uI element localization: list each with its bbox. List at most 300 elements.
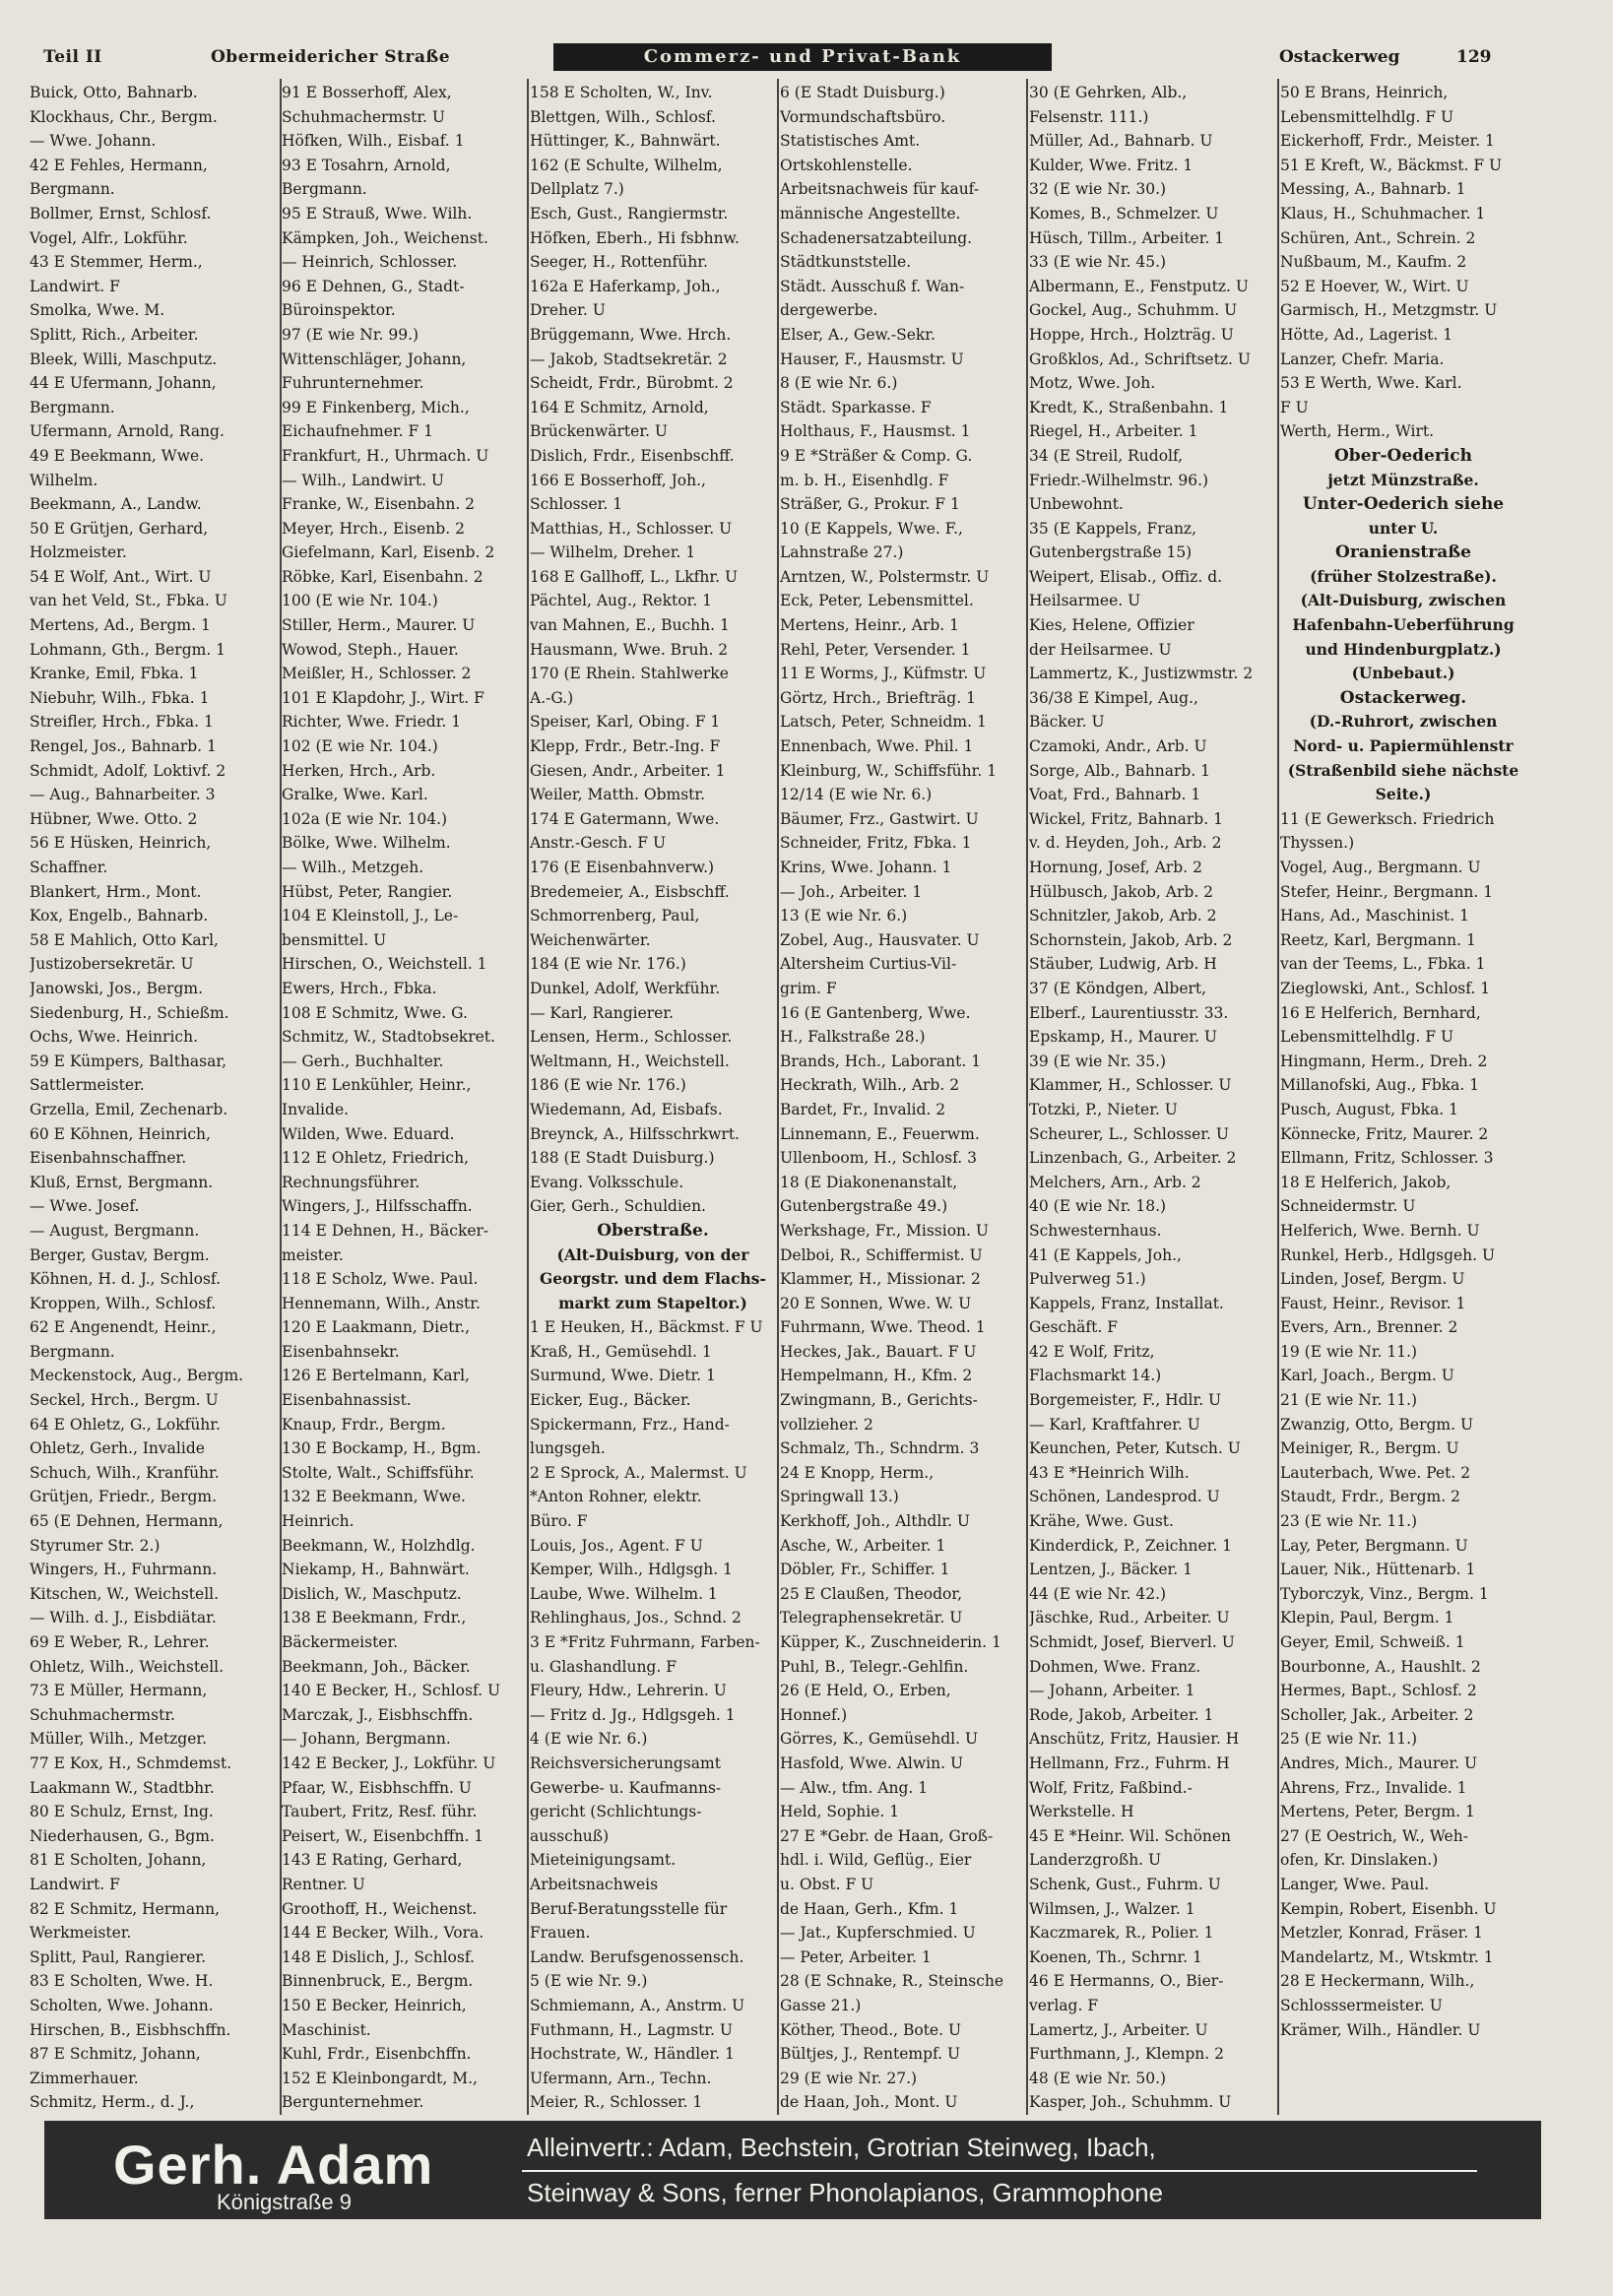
directory-entry-line: Ellmann, Fritz, Schlosser. 3 xyxy=(1280,1149,1494,1168)
directory-entry-line: 176 (E Eisenbahnverw.) xyxy=(530,859,715,876)
directory-entry-line: Höfken, Eberh., Hi fsbhnw. xyxy=(530,228,740,247)
directory-entry-line: Taubert, Fritz, Resf. führ. xyxy=(282,1803,478,1821)
directory-entry-line: 32 (E wie Nr. 30.) xyxy=(1029,180,1167,199)
directory-entry-line: Holzmeister. xyxy=(30,543,127,562)
directory-entry-line: Janowski, Jos., Bergm. xyxy=(30,979,203,997)
directory-entry-line: 101 E Klapdohr, J., Wirt. F xyxy=(282,688,484,707)
directory-entry-line: v. d. Heyden, Joh., Arb. 2 xyxy=(1029,834,1222,853)
directory-entry-line: Geyer, Emil, Schweiß. 1 xyxy=(1280,1633,1465,1651)
directory-entry-line: Wiedemann, Ad, Eisbafs. xyxy=(530,1100,723,1118)
directory-entry-line: 112 E Ohletz, Friedrich, xyxy=(282,1149,469,1168)
directory-entry-line: Runkel, Herb., Hdlgsgeh. U xyxy=(1280,1245,1496,1264)
directory-entry-line: Nord- u. Papiermühlenstr xyxy=(1293,736,1514,756)
directory-entry-line: Gasse 21.) xyxy=(780,1996,862,2014)
directory-entry-line: Mieteinigungsamt. xyxy=(530,1851,677,1870)
directory-entry-line: (Alt-Duisburg, von der xyxy=(556,1244,749,1264)
directory-entry-line: Dohmen, Wwe. Franz. xyxy=(1029,1657,1201,1676)
directory-entry-line: Justizobersekretär. U xyxy=(30,955,194,974)
directory-entry-line: 87 E Schmitz, Johann, xyxy=(30,2045,201,2064)
directory-column-3 xyxy=(530,81,776,2114)
directory-entry-line: — Wilh., Metzgeh. xyxy=(282,859,424,876)
directory-entry-line: 140 E Becker, H., Schlosf. U xyxy=(282,1682,501,1700)
directory-entry-line: Frankfurt, H., Uhrmach. U xyxy=(282,446,489,465)
directory-entry-line: Hoppe, Hrch., Holzträg. U xyxy=(1029,325,1234,344)
directory-entry-line: Niebuhr, Wilh., Fbka. 1 xyxy=(30,688,210,707)
directory-entry-line: Hirschen, B., Eisbhschffn. xyxy=(30,2020,231,2039)
directory-entry-line: Schlosssermeister. U xyxy=(1280,1996,1443,2014)
directory-entry-line: Motz, Wwe. Joh. xyxy=(1029,374,1156,393)
directory-entry-line: *Anton Rohner, elektr. xyxy=(530,1488,702,1506)
directory-entry-line: 48 (E wie Nr. 50.) xyxy=(1029,2069,1167,2087)
directory-entry-line: 43 E *Heinrich Wilh. xyxy=(1029,1463,1190,1482)
directory-entry-line: 162a E Haferkamp, Joh., xyxy=(530,277,721,295)
directory-entry-line: Wittenschläger, Johann, xyxy=(282,350,467,368)
directory-entry-line: Anschütz, Fritz, Hausier. H xyxy=(1029,1730,1240,1749)
directory-entry-line: Laakmann W., Stadtbhr. xyxy=(30,1778,215,1797)
directory-entry-line: Blankert, Hrm., Mont. xyxy=(30,882,202,901)
directory-entry-line: Ufermann, Arn., Techn. xyxy=(530,2069,712,2087)
directory-entry-line: Metzler, Konrad, Fräser. 1 xyxy=(1280,1924,1483,1943)
directory-entry-line: Niekamp, H., Bahnwärt. xyxy=(282,1561,470,1579)
directory-entry-line: Oranienstraße xyxy=(1335,542,1471,563)
directory-entry-line: Wilhelm. xyxy=(30,471,98,489)
ad-divider xyxy=(522,2170,1477,2172)
directory-entry-line: 1 E Heuken, H., Bäckmst. F U xyxy=(530,1318,763,1337)
directory-entry-line: Streifler, Hrch., Fbka. 1 xyxy=(30,713,214,732)
directory-entry-line: 5 (E wie Nr. 9.) xyxy=(530,1972,648,1991)
directory-entry-line: Landwirt. F xyxy=(30,277,120,295)
directory-entry-line: 16 E Helferich, Bernhard, xyxy=(1280,1003,1481,1022)
directory-entry-line: Marczak, J., Eisbhschffn. xyxy=(282,1705,474,1724)
directory-entry-line: 27 E *Gebr. de Haan, Groß- xyxy=(780,1826,994,1845)
directory-entry-line: Kranke, Emil, Fbka. 1 xyxy=(30,665,199,683)
directory-entry-line: Surmund, Wwe. Dietr. 1 xyxy=(530,1367,716,1385)
directory-entry-line: Klaus, H., Schuhmacher. 1 xyxy=(1280,204,1486,223)
directory-entry-line: Delboi, R., Schiffermist. U xyxy=(780,1245,983,1264)
directory-entry-line: — Fritz d. Jg., Hdlgsgeh. 1 xyxy=(530,1705,736,1724)
directory-entry-line: Lebensmittelhdlg. F U xyxy=(1280,107,1454,126)
directory-entry-line: Städt. Sparkasse. F xyxy=(780,398,932,416)
directory-entry-line: Georgstr. und dem Flachs- xyxy=(540,1269,766,1289)
directory-entry-line: Tyborczyk, Vinz., Bergm. 1 xyxy=(1280,1584,1489,1603)
directory-entry-line: Hausmann, Wwe. Bruh. 2 xyxy=(530,640,729,659)
directory-entry-line: — Heinrich, Schlosser. xyxy=(282,253,458,272)
directory-entry-line: Schnitzler, Jakob, Arb. 2 xyxy=(1029,907,1217,925)
directory-entry-line: 150 E Becker, Heinrich, xyxy=(282,1996,467,2014)
page-header xyxy=(43,43,1492,77)
directory-entry-line: Futhmann, H., Lagmstr. U xyxy=(530,2020,733,2039)
directory-entry-line: der Heilsarmee. U xyxy=(1029,640,1172,659)
directory-entry-line: m. b. H., Eisenhdlg. F xyxy=(780,471,949,489)
directory-entry-line: 95 E Strauß, Wwe. Wilh. xyxy=(282,204,473,223)
directory-entry-line: Mertens, Ad., Bergm. 1 xyxy=(30,616,211,635)
directory-entry-line: Reichsversicherungsamt xyxy=(530,1754,721,1772)
directory-entry-line: Unter-Oederich siehe xyxy=(1302,494,1505,515)
directory-entry-line: Schornstein, Jakob, Arb. 2 xyxy=(1029,930,1233,949)
directory-entry-line: 144 E Becker, Wilh., Vora. xyxy=(282,1924,484,1943)
directory-entry-line: 97 (E wie Nr. 99.) xyxy=(282,325,419,344)
directory-entry-line: Görtz, Hrch., Briefträg. 1 xyxy=(780,688,976,707)
directory-entry-line: 4 (E wie Nr. 6.) xyxy=(530,1730,648,1749)
directory-entry-line: 24 E Knopp, Herm., xyxy=(780,1463,935,1482)
directory-entry-line: Schüren, Ant., Schrein. 2 xyxy=(1280,228,1476,247)
directory-entry-line: meister. xyxy=(282,1245,344,1264)
directory-entry-line: Springwall 13.) xyxy=(780,1488,899,1506)
directory-entry-line: 132 E Beekmann, Wwe. xyxy=(282,1488,466,1506)
directory-entry-line: Laube, Wwe. Wilhelm. 1 xyxy=(530,1584,718,1603)
directory-entry-line: Lay, Peter, Bergmann. U xyxy=(1280,1536,1468,1555)
directory-entry-line: Scholten, Wwe. Johann. xyxy=(30,1996,214,2014)
directory-entry-line: Zwingmann, B., Gerichts- xyxy=(780,1391,978,1410)
directory-entry-line: 33 (E wie Nr. 45.) xyxy=(1029,253,1167,272)
directory-entry-line: Smolka, Wwe. M. xyxy=(30,301,165,320)
directory-entry-line: Schlosser. 1 xyxy=(530,495,623,514)
directory-entry-line: Invalide. xyxy=(282,1100,350,1118)
directory-entry-line: Schneider, Fritz, Fbka. 1 xyxy=(780,834,972,853)
directory-entry-line: Latsch, Peter, Schneidm. 1 xyxy=(780,713,987,732)
directory-entry-line: 186 (E wie Nr. 176.) xyxy=(530,1076,686,1095)
directory-entry-line: Rehlinghaus, Jos., Schnd. 2 xyxy=(530,1609,742,1627)
directory-entry-line: Lauer, Nik., Hüttenarb. 1 xyxy=(1280,1561,1476,1579)
directory-entry-line: Küpper, K., Zuschneiderin. 1 xyxy=(780,1633,1001,1651)
directory-entry-line: 19 (E wie Nr. 11.) xyxy=(1280,1342,1418,1361)
directory-entry-line: 36/38 E Kimpel, Aug., xyxy=(1029,688,1198,707)
directory-entry-line: 77 E Kox, H., Schmdemst. xyxy=(30,1754,232,1772)
directory-entry-line: 12/14 (E wie Nr. 6.) xyxy=(780,786,933,804)
directory-entry-line: Hübst, Peter, Rangier. xyxy=(282,882,453,901)
column-divider xyxy=(777,79,779,2115)
directory-entry-line: Meißler, H., Schlosser. 2 xyxy=(282,665,472,683)
directory-entry-line: Könnecke, Fritz, Maurer. 2 xyxy=(1280,1124,1489,1143)
directory-entry-line: 29 (E wie Nr. 27.) xyxy=(780,2069,918,2087)
directory-entry-line: Städtkunststelle. xyxy=(780,253,912,272)
directory-entry-line: Hochstrate, W., Händler. 1 xyxy=(530,2045,735,2064)
directory-entry-line: — Wilh. d. J., Eisbdiätar. xyxy=(30,1609,217,1627)
directory-entry-line: 16 (E Gantenberg, Wwe. xyxy=(780,1003,971,1022)
directory-entry-line: Vogel, Aug., Bergmann. U xyxy=(1280,859,1481,876)
directory-entry-line: Bäumer, Frz., Gastwirt. U xyxy=(780,809,979,828)
directory-entry-line: Berger, Gustav, Bergm. xyxy=(30,1245,210,1264)
directory-entry-line: Brüggemann, Wwe. Hrch. xyxy=(530,325,732,344)
directory-entry-line: Peisert, W., Eisenbchffn. 1 xyxy=(282,1826,484,1845)
ad-line-2: Steinway & Sons, ferner Phonolapianos, Grammophone xyxy=(527,2178,1164,2207)
directory-entry-line: Voat, Frd., Bahnarb. 1 xyxy=(1029,786,1201,804)
directory-entry-line: 91 E Bosserhoff, Alex, xyxy=(282,84,452,101)
directory-entry-line: Ennenbach, Wwe. Phil. 1 xyxy=(780,737,974,756)
directory-entry-line: 54 E Wolf, Ant., Wirt. U xyxy=(30,567,212,586)
advertiser-name: Gerh. Adam xyxy=(113,2134,434,2196)
directory-entry-line: Rengel, Jos., Bahnarb. 1 xyxy=(30,737,217,756)
directory-entry-line: Wingers, H., Fuhrmann. xyxy=(30,1561,218,1579)
directory-entry-line: 20 E Sonnen, Wwe. W. U xyxy=(780,1294,972,1312)
directory-entry-line: Schmalz, Th., Schndrm. 3 xyxy=(780,1439,980,1458)
directory-entry-line: Zieglowski, Ant., Schlosf. 1 xyxy=(1280,979,1491,997)
directory-entry-line: Rentner. U xyxy=(282,1875,365,1893)
directory-entry-line: (Unbebaut.) xyxy=(1351,664,1455,683)
directory-entry-line: Ostackerweg. xyxy=(1339,687,1467,708)
directory-entry-line: Arbeitsnachweis für kauf- xyxy=(780,180,980,199)
directory-entry-line: 6 (E Stadt Duisburg.) xyxy=(780,84,945,101)
directory-entry-line: Bültjes, J., Rentempf. U xyxy=(780,2045,961,2064)
directory-entry-line: Kämpken, Joh., Weichenst. xyxy=(282,228,488,247)
directory-entry-line: Lahnstraße 27.) xyxy=(780,543,904,562)
directory-entry-line: Seeger, H., Rottenführ. xyxy=(530,253,708,272)
directory-entry-line: Weichenwärter. xyxy=(530,930,651,949)
directory-entry-line: Wilden, Wwe. Eduard. xyxy=(282,1124,455,1143)
directory-entry-line: Eck, Peter, Lebensmittel. xyxy=(780,592,974,610)
directory-entry-line: Sorge, Alb., Bahnarb. 1 xyxy=(1029,761,1211,780)
directory-entry-line: Städt. Ausschuß f. Wan- xyxy=(780,277,965,295)
directory-entry-line: dergewerbe. xyxy=(780,301,878,320)
directory-entry-line: Komes, B., Schmelzer. U xyxy=(1029,204,1219,223)
directory-entry-line: 51 E Kreft, W., Bäckmst. F U xyxy=(1280,156,1503,174)
directory-entry-line: Beekmann, W., Holzhdlg. xyxy=(282,1536,476,1555)
directory-entry-line: Klammer, H., Schlosser. U xyxy=(1029,1076,1232,1095)
directory-entry-line: Zwanzig, Otto, Bergm. U xyxy=(1280,1415,1474,1434)
directory-entry-line: Hirschen, O., Weichstell. 1 xyxy=(282,955,487,974)
directory-entry-line: — August, Bergmann. xyxy=(30,1221,200,1240)
directory-entry-line: Brands, Hch., Laborant. 1 xyxy=(780,1052,982,1070)
directory-entry-line: Lentzen, J., Bäcker. 1 xyxy=(1029,1561,1193,1579)
directory-entry-line: Heckrath, Wilh., Arb. 2 xyxy=(780,1076,960,1095)
directory-entry-line: 44 (E wie Nr. 42.) xyxy=(1029,1584,1167,1603)
directory-entry-line: Felsenstr. 111.) xyxy=(1029,107,1149,126)
directory-entry-line: Schaffner. xyxy=(30,859,108,876)
directory-entry-line: 56 E Hüsken, Heinrich, xyxy=(30,834,212,853)
directory-entry-line: (früher Stolzestraße). xyxy=(1310,566,1497,586)
directory-entry-line: gericht (Schlichtungs- xyxy=(530,1803,702,1821)
directory-entry-line: Wingers, J., Hilfsschaffn. xyxy=(282,1197,473,1216)
directory-entry-line: Epskamp, H., Maurer. U xyxy=(1029,1028,1217,1047)
directory-entry-line: Bredemeier, A., Eisbschff. xyxy=(530,882,730,901)
directory-entry-line: 46 E Hermanns, O., Bier- xyxy=(1029,1972,1224,1991)
directory-entry-line: Rehl, Peter, Versender. 1 xyxy=(780,640,971,659)
directory-entry-line: Eickerhoff, Frdr., Meister. 1 xyxy=(1280,132,1495,151)
directory-entry-line: 73 E Müller, Hermann, xyxy=(30,1682,208,1700)
directory-entry-line: Gutenbergstraße 15) xyxy=(1029,543,1193,562)
directory-entry-line: Garmisch, H., Metzgmstr. U xyxy=(1280,301,1498,320)
directory-entry-line: Eisenbahnschaffner. xyxy=(30,1149,187,1168)
directory-entry-line: Dunkel, Adolf, Werkführ. xyxy=(530,979,721,997)
directory-entry-line: 93 E Tosahrn, Arnold, xyxy=(282,156,451,174)
directory-entry-line: Kredt, K., Straßenbahn. 1 xyxy=(1029,398,1229,416)
directory-entry-line: Kinderdick, P., Zeichner. 1 xyxy=(1029,1536,1233,1555)
directory-entry-line: Styrumer Str. 2.) xyxy=(30,1536,161,1555)
directory-entry-line: 102 (E wie Nr. 104.) xyxy=(282,737,438,756)
directory-entry-line: Honnef.) xyxy=(780,1705,848,1724)
directory-entry-line: Ochs, Wwe. Heinrich. xyxy=(30,1028,198,1047)
directory-entry-line: bensmittel. U xyxy=(282,930,387,949)
directory-column-2 xyxy=(282,81,524,2114)
directory-entry-line: Großklos, Ad., Schriftsetz. U xyxy=(1029,350,1251,368)
directory-entry-line: Krähe, Wwe. Gust. xyxy=(1029,1512,1174,1531)
directory-entry-line: 25 E Claußen, Theodor, xyxy=(780,1584,963,1603)
directory-entry-line: 69 E Weber, R., Lehrer. xyxy=(30,1633,210,1651)
directory-entry-line: 21 (E wie Nr. 11.) xyxy=(1280,1391,1418,1410)
directory-entry-line: Bollmer, Ernst, Schlosf. xyxy=(30,204,212,223)
directory-entry-line: u. Obst. F U xyxy=(780,1875,874,1893)
directory-entry-line: 110 E Lenkühler, Heinr., xyxy=(282,1076,472,1095)
directory-entry-line: Grütjen, Friedr., Bergm. xyxy=(30,1488,218,1506)
directory-column-6 xyxy=(1280,81,1526,2114)
directory-entry-line: Geschäft. F xyxy=(1029,1318,1118,1337)
directory-entry-line: Gewerbe- u. Kaufmanns- xyxy=(530,1778,722,1797)
directory-entry-line: Schuhmachermstr. U xyxy=(282,107,445,126)
directory-entry-line: Thyssen.) xyxy=(1280,834,1355,853)
directory-entry-line: hdl. i. Wild, Geflüg., Eier xyxy=(780,1851,972,1870)
directory-entry-line: 44 E Ufermann, Johann, xyxy=(30,374,217,393)
directory-entry-line: — Joh., Arbeiter. 1 xyxy=(780,882,923,901)
directory-entry-line: Vormundschaftsbüro. xyxy=(780,107,946,126)
directory-entry-line: Krins, Wwe. Johann. 1 xyxy=(780,859,952,876)
directory-entry-line: 23 (E wie Nr. 11.) xyxy=(1280,1512,1418,1531)
directory-entry-line: A.-G.) xyxy=(530,688,574,707)
directory-entry-line: Hüttinger, K., Bahnwärt. xyxy=(530,132,721,151)
directory-entry-line: 184 (E wie Nr. 176.) xyxy=(530,955,686,974)
directory-entry-line: 100 (E wie Nr. 104.) xyxy=(282,592,438,610)
directory-entry-line: Klepp, Frdr., Betr.-Ing. F xyxy=(530,737,721,756)
directory-entry-line: Wolf, Fritz, Faßbind.- xyxy=(1029,1778,1193,1797)
directory-entry-line: 120 E Laakmann, Dietr., xyxy=(282,1318,471,1337)
directory-entry-line: Köhnen, H. d. J., Schlosf. xyxy=(30,1270,222,1289)
directory-entry-line: Arntzen, W., Polstermstr. U xyxy=(780,567,990,586)
directory-entry-line: Mandelartz, M., Wtskmtr. 1 xyxy=(1280,1947,1494,1966)
directory-entry-line: Schmiemann, A., Anstrm. U xyxy=(530,1996,745,2014)
directory-entry-line: Speiser, Karl, Obing. F 1 xyxy=(530,713,721,732)
directory-entry-line: Jäschke, Rud., Arbeiter. U xyxy=(1029,1609,1230,1627)
directory-entry-line: Werth, Herm., Wirt. xyxy=(1280,422,1435,441)
directory-entry-line: 82 E Schmitz, Hermann, xyxy=(30,1899,221,1918)
directory-entry-line: Breynck, A., Hilfsschrkwrt. xyxy=(530,1124,740,1143)
directory-entry-line: Linden, Josef, Bergm. U xyxy=(1280,1270,1465,1289)
directory-entry-line: Müller, Ad., Bahnarb. U xyxy=(1029,132,1213,151)
directory-entry-line: Oberstraße. xyxy=(597,1220,709,1241)
footer-advertisement xyxy=(44,2121,1541,2219)
directory-entry-line: Büroinspektor. xyxy=(282,301,396,320)
directory-entry-line: Büro. F xyxy=(530,1512,588,1531)
directory-entry-line: Spickermann, Frz., Hand- xyxy=(530,1415,730,1434)
directory-entry-line: Gockel, Aug., Schuhmm. U xyxy=(1029,301,1238,320)
directory-entry-line: Dislich, Frdr., Eisenbschff. xyxy=(530,446,735,465)
directory-entry-line: Langer, Wwe. Paul. xyxy=(1280,1875,1430,1893)
directory-entry-line: 148 E Dislich, J., Schlosf. xyxy=(282,1947,475,1966)
directory-entry-line: Frauen. xyxy=(530,1924,591,1943)
directory-entry-line: Schönen, Landesprod. U xyxy=(1029,1488,1220,1506)
directory-entry-line: Totzki, P., Nieter. U xyxy=(1029,1100,1178,1118)
directory-entry-line: 34 (E Streil, Rudolf, xyxy=(1029,446,1184,465)
directory-entry-line: 9 E *Sträßer & Comp. G. xyxy=(780,446,973,465)
directory-entry-line: 80 E Schulz, Ernst, Ing. xyxy=(30,1803,214,1821)
directory-entry-line: unter U. xyxy=(1368,518,1439,538)
directory-entry-line: Weiler, Matth. Obmstr. xyxy=(530,786,706,804)
directory-entry-line: Niederhausen, G., Bgm. xyxy=(30,1826,215,1845)
directory-entry-line: 27 (E Oestrich, W., Weh- xyxy=(1280,1826,1468,1845)
directory-entry-line: Sattlermeister. xyxy=(30,1076,145,1095)
directory-entry-line: 41 (E Kappels, Joh., xyxy=(1029,1245,1182,1264)
directory-entry-line: Buick, Otto, Bahnarb. xyxy=(30,84,198,101)
directory-entry-line: — Alw., tfm. Ang. 1 xyxy=(780,1778,929,1797)
directory-entry-line: Ufermann, Arnold, Rang. xyxy=(30,422,225,441)
directory-entry-line: 26 (E Held, O., Erben, xyxy=(780,1682,951,1700)
directory-entry-line: 158 E Scholten, W., Inv. xyxy=(530,84,713,101)
directory-entry-line: 25 (E wie Nr. 11.) xyxy=(1280,1730,1418,1749)
directory-entry-line: 8 (E wie Nr. 6.) xyxy=(780,374,898,393)
directory-entry-line: Giesen, Andr., Arbeiter. 1 xyxy=(530,761,726,780)
directory-entry-line: 28 (E Schnake, R., Steinsche xyxy=(780,1972,1004,1991)
directory-entry-line: Riegel, H., Arbeiter. 1 xyxy=(1029,422,1198,441)
directory-entry-line: 143 E Rating, Gerhard, xyxy=(282,1851,463,1870)
directory-entry-line: markt zum Stapeltor.) xyxy=(558,1293,747,1312)
directory-entry-line: 83 E Scholten, Wwe. H. xyxy=(30,1972,214,1991)
directory-entry-line: — Peter, Arbeiter. 1 xyxy=(780,1947,932,1966)
directory-entry-line: 96 E Dehnen, G., Stadt- xyxy=(282,277,465,295)
directory-entry-line: Bäckermeister. xyxy=(282,1633,399,1651)
directory-entry-line: Landwirt. F xyxy=(30,1875,120,1893)
directory-entry-line: Hötte, Ad., Lagerist. 1 xyxy=(1280,325,1453,344)
directory-entry-line: Görres, K., Gemüsehdl. U xyxy=(780,1730,979,1749)
directory-entry-line: Hennemann, Wilh., Anstr. xyxy=(282,1294,481,1312)
directory-entry-line: Kemper, Wilh., Hdlgsgh. 1 xyxy=(530,1561,733,1579)
directory-entry-line: 108 E Schmitz, Wwe. G. xyxy=(282,1003,468,1022)
directory-entry-line: Schuhmachermstr. xyxy=(30,1705,175,1724)
directory-entry-line: Kempin, Robert, Eisenbh. U xyxy=(1280,1899,1497,1918)
directory-entry-line: Nußbaum, M., Kaufm. 2 xyxy=(1280,253,1467,272)
directory-entry-line: 13 (E wie Nr. 6.) xyxy=(780,907,908,925)
directory-entry-line: 152 E Kleinbongardt, M., xyxy=(282,2069,478,2087)
directory-entry-line: 59 E Kümpers, Balthasar, xyxy=(30,1052,226,1070)
directory-entry-line: Hüsch, Tillm., Arbeiter. 1 xyxy=(1029,228,1225,247)
directory-entry-line: Gier, Gerh., Schuldien. xyxy=(530,1197,706,1216)
directory-entry-line: 18 E Helferich, Jakob, xyxy=(1280,1173,1452,1191)
directory-entry-line: 166 E Bosserhoff, Joh., xyxy=(530,471,706,489)
directory-entry-line: Groothoff, H., Weichenst. xyxy=(282,1899,478,1918)
directory-entry-line: Schmitz, Herm., d. J., xyxy=(30,2093,195,2112)
directory-entry-line: Ohletz, Wilh., Weichstell. xyxy=(30,1657,225,1676)
directory-entry-line: 52 E Hoever, W., Wirt. U xyxy=(1280,277,1469,295)
directory-entry-line: vollzieher. 2 xyxy=(780,1415,873,1434)
column-divider xyxy=(1277,79,1279,2115)
directory-entry-line: Evers, Arn., Brenner. 2 xyxy=(1280,1318,1458,1337)
directory-entry-line: Landerzgroßh. U xyxy=(1029,1851,1162,1870)
directory-column-4 xyxy=(780,81,1024,2114)
directory-entry-line: 62 E Angenendt, Heinr., xyxy=(30,1318,217,1337)
directory-entry-line: Kluß, Ernst, Bergmann. xyxy=(30,1173,214,1191)
directory-entry-line: 162 (E Schulte, Wilhelm, xyxy=(530,156,723,174)
directory-entry-line: Millanofski, Aug., Fbka. 1 xyxy=(1280,1076,1480,1095)
directory-entry-line: u. Glashandlung. F xyxy=(530,1657,677,1676)
directory-entry-line: Bleek, Willi, Maschputz. xyxy=(30,350,218,368)
directory-entry-line: Hülbusch, Jakob, Arb. 2 xyxy=(1029,882,1214,901)
directory-entry-line: Telegraphensekretär. U xyxy=(780,1609,963,1627)
directory-entry-line: Beekmann, A., Landw. xyxy=(30,495,202,514)
directory-entry-line: — Gerh., Buchhalter. xyxy=(282,1052,444,1070)
directory-entry-line: Stolte, Walt., Schiffsführ. xyxy=(282,1463,475,1482)
directory-entry-line: Hempelmann, H., Kfm. 2 xyxy=(780,1367,973,1385)
directory-entry-line: Sträßer, G., Prokur. F 1 xyxy=(780,495,960,514)
directory-entry-line: Vogel, Alfr., Lokführ. xyxy=(30,228,188,247)
directory-entry-line: Bergmann. xyxy=(30,398,115,416)
directory-entry-line: Stäuber, Ludwig, Arb. H xyxy=(1029,955,1217,974)
directory-entry-line: Wowod, Steph., Hauer. xyxy=(282,640,459,659)
directory-entry-line: Linnemann, E., Feuerwm. xyxy=(780,1124,980,1143)
directory-entry-line: Maschinist. xyxy=(282,2020,371,2039)
directory-entry-line: Rode, Jakob, Arbeiter. 1 xyxy=(1029,1705,1214,1724)
directory-entry-line: Schmidt, Josef, Bierverl. U xyxy=(1029,1633,1235,1651)
directory-entry-line: Stiller, Herm., Maurer. U xyxy=(282,616,476,635)
directory-entry-line: Splitt, Rich., Arbeiter. xyxy=(30,325,199,344)
directory-entry-line: 81 E Scholten, Johann, xyxy=(30,1851,207,1870)
directory-entry-line: Schwesternhaus. xyxy=(1029,1221,1162,1240)
